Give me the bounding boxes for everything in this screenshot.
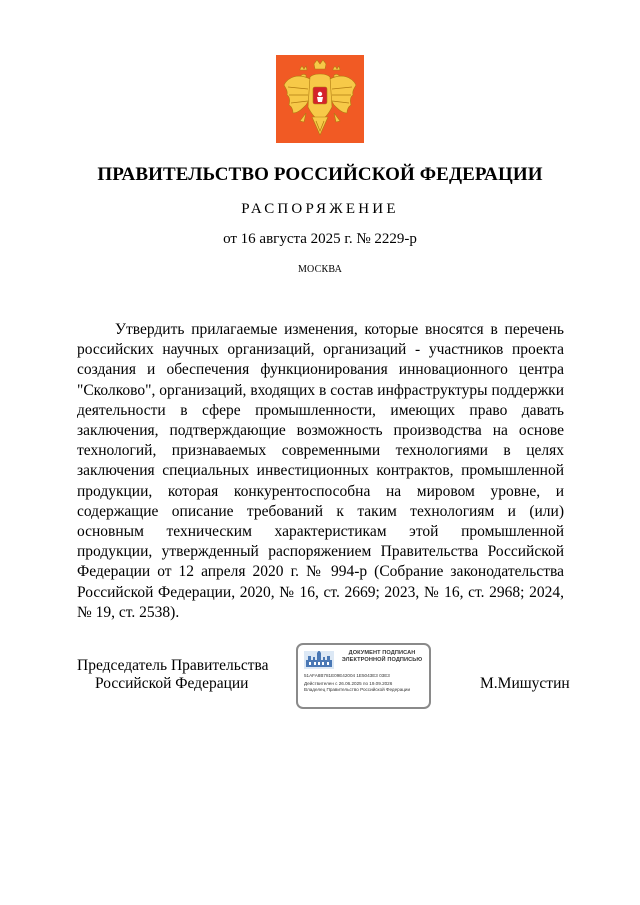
order-body-paragraph: Утвердить прилагаемые изменения, которые вносятся в перечень российских научных организаций, организаций - участников проекта создания и обеспечения функционирования инновационного центра "Сколково", организаций, входящих в состав инфраструктуры поддержки деятельности в сфере промышленности, имеющих право давать заключения, подтверждающие возможность производства на основе технологий, признаваемых современными технологиями в целях заключения специальных инвестиционных контрактов, промышленной продукции, которая конкурентоспособна на мировом уровне, и содержащие описание требований к таким технологиям и (или) основным техническим характеристикам этой промышленной продукции, утвержденный распоряжением Правительства Российской Федерации от 12 апреля 2020 г. № 994-р (Собрание законодательства Российской Федерации, 2020, № 16, ст. 2669; 2023, № 16, ст. 2968; 2024, № 19, ст. 2538). [77,321,564,621]
electronic-signature-stamp [296,643,431,709]
stamp-validity: Действителен с 26.06.2025 по 19.09.2026 [304,681,393,686]
signer-name: М.Мишустин [480,675,570,692]
kremlin-logo-icon [304,651,334,669]
signer-position-line1: Председатель Правительства [77,657,269,674]
document-city: МОСКВА [297,264,343,275]
stamp-heading-line2: ЭЛЕКТРОННОЙ ПОДПИСЬЮ [341,657,423,663]
russian-coat-of-arms-icon [276,55,364,143]
signer-position [77,657,277,693]
document-type: РАСПОРЯЖЕНИЕ [241,201,399,217]
government-title: ПРАВИТЕЛЬСТВО РОССИЙСКОЙ ФЕДЕРАЦИИ [97,164,543,185]
document-date-number: от 16 августа 2025 г. № 2229-р [223,231,417,247]
stamp-heading [334,650,430,664]
stamp-heading-line1: ДОКУМЕНТ ПОДПИСАН [348,650,416,656]
stamp-certificate-number: 51AFA8B781E09E42004 1E5043E3 03E3 [304,673,390,678]
signer-position-line2: Российской Федерации [95,675,249,692]
stamp-owner: Владелец Правительство Российской Федерации [304,687,411,692]
